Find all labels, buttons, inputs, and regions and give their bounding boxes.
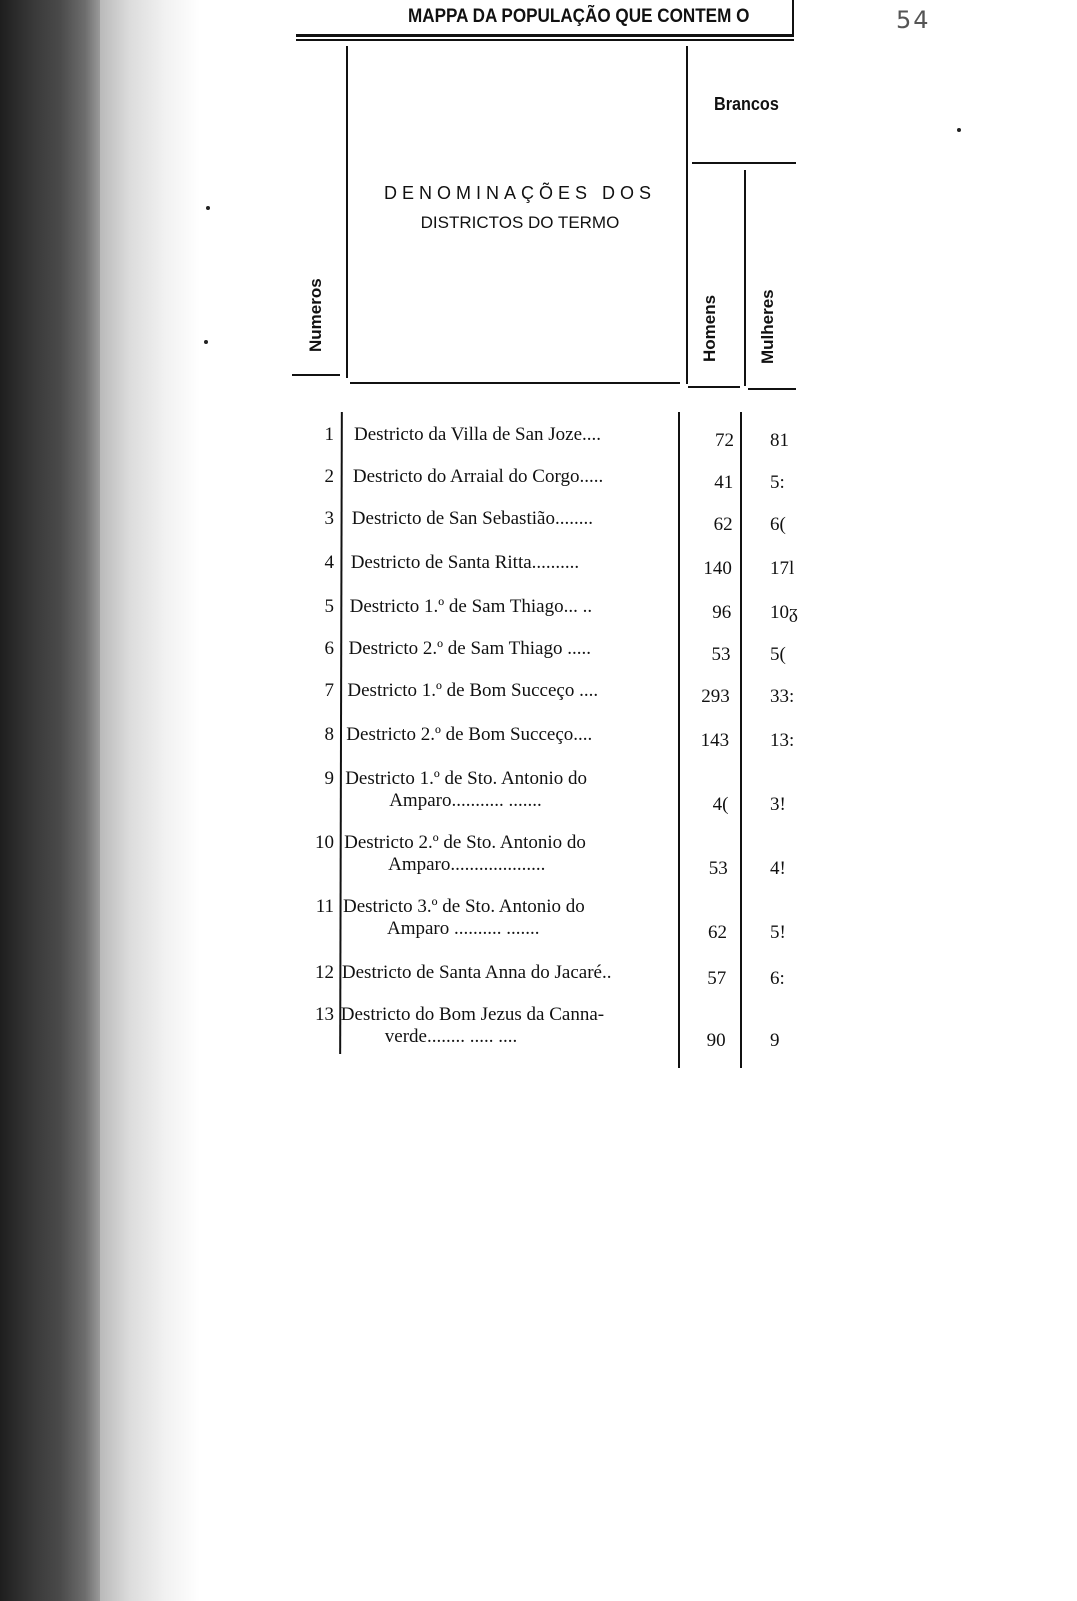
row-brancos-mulheres: 33: [770, 686, 795, 707]
row-district-name [341, 1004, 659, 1048]
row-brancos-homens: 293 [701, 686, 730, 707]
row-brancos-homens: 90 [706, 1030, 726, 1051]
title-rule-bottom [296, 39, 794, 41]
row-district-name-line1: Destricto da Villa de San Joze.... [354, 424, 602, 445]
book-binding-shadow [0, 0, 100, 1601]
title-rule-top [296, 34, 794, 37]
row-district-name [354, 424, 672, 446]
page-title: MAPPA DA POPULAÇÃO QUE CONTEM O [408, 6, 750, 27]
row-brancos-homens: 53 [711, 644, 731, 665]
row-brancos-mulheres: 81 [770, 430, 789, 451]
row-district-name-line2: Amparo.................... [388, 854, 546, 875]
row-brancos-mulheres: 10ᵹ [770, 602, 798, 623]
row-brancos-mulheres: 5: [770, 472, 785, 493]
header-rule-homens [688, 386, 740, 388]
row-district-name-line1: Destricto 2.º de Sto. Antonio do [344, 832, 586, 853]
row-brancos-homens: 53 [708, 858, 728, 879]
header-homens: Homens [700, 294, 719, 362]
row-district-name-line2: verde........ ..... .... [384, 1026, 518, 1047]
page-gutter [100, 0, 200, 1601]
row-district-name [347, 680, 665, 702]
row-district-name-line1: Destricto 3.º de Sto. Antonio do [343, 896, 585, 917]
page-number: 54 [896, 6, 931, 34]
ink-speck [206, 206, 210, 210]
row-brancos-mulheres: 4! [770, 858, 786, 879]
row-district-name [351, 552, 669, 574]
row-brancos-mulheres: 3! [770, 794, 786, 815]
row-brancos-homens: 62 [713, 514, 733, 535]
row-number: 3 [324, 508, 334, 529]
header-numeros: Numeros [306, 278, 325, 352]
body-divider-names [678, 412, 680, 1068]
row-district-name [353, 466, 671, 488]
row-brancos-mulheres: 13: [770, 730, 795, 751]
row-district-name [350, 596, 668, 618]
row-district-name-line1: Destricto de Santa Ritta.......... [350, 552, 580, 573]
row-number: 5 [324, 596, 334, 617]
row-district-name [343, 896, 661, 940]
header-rule-mulheres [748, 388, 796, 390]
row-district-name [344, 832, 662, 876]
row-number: 9 [324, 768, 334, 789]
header-denominacoes [360, 178, 680, 238]
row-brancos-mulheres: 5! [770, 922, 786, 943]
row-brancos-homens: 62 [708, 922, 727, 943]
row-district-name [346, 724, 664, 746]
title-edge-tick [792, 0, 794, 36]
row-brancos-mulheres: 5( [770, 644, 786, 665]
row-brancos-mulheres: 17l [770, 558, 795, 579]
row-brancos-homens: 140 [703, 558, 732, 579]
ink-speck [957, 128, 961, 132]
row-district-name-line1: Destricto 2.º de Sam Thiago ..... [348, 638, 591, 659]
row-brancos-mulheres: 6: [770, 968, 785, 989]
col-divider-numeros [346, 46, 348, 378]
row-district-name-line1: Destricto de San Sebastião........ [351, 508, 593, 529]
row-number: 2 [324, 466, 334, 487]
row-district-name [349, 638, 667, 660]
row-district-name-line1: Destricto 1.º de Bom Succeço .... [347, 680, 599, 701]
row-district-name-line1: Destricto do Arraial do Corgo..... [352, 466, 604, 487]
row-number: 11 [315, 896, 334, 917]
row-brancos-mulheres: 6( [770, 514, 786, 535]
row-district-name-line2: Amparo........... ....... [389, 790, 542, 811]
header-mulheres: Mulheres [758, 289, 777, 364]
row-number: 1 [324, 424, 334, 445]
row-brancos-homens: 57 [707, 968, 727, 989]
row-number: 12 [315, 962, 334, 983]
row-district-name-line1: Destricto 2.º de Bom Succeço.... [346, 724, 593, 745]
header-denominacoes-line2: DISTRICTOS DO TERMO [420, 213, 620, 232]
header-rule-names [350, 382, 680, 384]
row-brancos-homens: 41 [714, 472, 734, 493]
row-district-name-line1: Destricto do Bom Jezus da Canna- [340, 1004, 605, 1025]
row-brancos-homens: 143 [700, 730, 730, 751]
header-rule-numeros [292, 374, 340, 376]
row-brancos-homens: 4( [712, 794, 729, 815]
row-district-name-line1: Destricto de Santa Anna do Jacaré.. [341, 962, 612, 983]
row-district-name-line1: Destricto 1.º de Sto. Antonio do [345, 768, 587, 789]
row-district-name [342, 962, 660, 984]
col-divider-homens [744, 170, 746, 386]
row-number: 10 [315, 832, 334, 853]
col-divider-brancos [686, 46, 688, 384]
row-brancos-mulheres: 9 [770, 1030, 780, 1051]
header-brancos: Brancos [714, 94, 779, 114]
row-number: 6 [324, 638, 334, 659]
brancos-under-rule [692, 162, 796, 164]
row-district-name-line2: Amparo .......... ....... [387, 918, 540, 939]
ink-speck [204, 340, 208, 344]
header-denominacoes-line1: DENOMINAÇÕES DOS [383, 183, 657, 203]
row-district-name [345, 768, 663, 812]
row-number: 7 [324, 680, 334, 701]
row-number: 4 [324, 552, 334, 573]
row-number: 8 [324, 724, 334, 745]
body-divider-numeros [339, 412, 343, 1054]
body-divider-homens [740, 412, 742, 1068]
row-number: 13 [315, 1004, 334, 1025]
row-brancos-homens: 96 [712, 602, 732, 623]
row-district-name-line1: Destricto 1.º de Sam Thiago... .. [349, 596, 593, 617]
row-brancos-homens: 72 [715, 430, 734, 451]
row-district-name [352, 508, 670, 530]
